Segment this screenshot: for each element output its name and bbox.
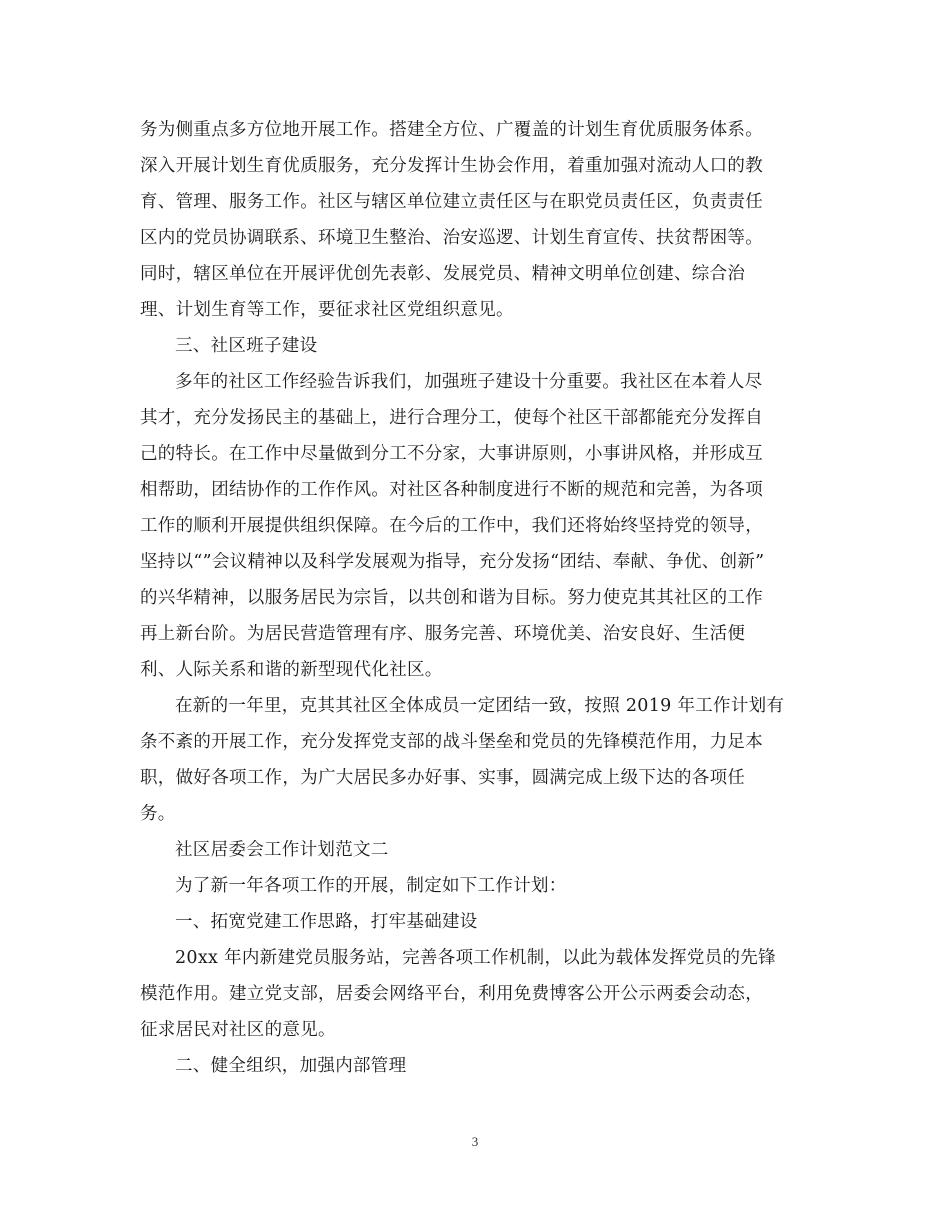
text-line: 三、社区班子建设 bbox=[175, 336, 318, 356]
text-line: 工作的顺利开展提供组织保障。在今后的工作中，我们还将始终坚持党的领导， bbox=[140, 516, 763, 536]
text-line: 其才，充分发扬民主的基础上，进行合理分工，使每个社区干部都能充分发挥自 bbox=[140, 408, 763, 428]
text-line: 多年的社区工作经验告诉我们，加强班子建设十分重要。我社区在本着人尽 bbox=[175, 372, 763, 392]
text-line: 同时，辖区单位在开展评优创先表彰、发展党员、精神文明单位创建、综合治 bbox=[140, 264, 746, 284]
text-line: 二、健全组织，加强内部管理 bbox=[175, 1056, 407, 1076]
text-line: 职，做好各项工作，为广大居民多办好事、实事，圆满完成上级下达的各项任 bbox=[140, 768, 746, 788]
text-line: 20xx 年内新建党员服务站，完善各项工作机制，以此为载体发挥党员的先锋 bbox=[175, 948, 776, 968]
text-line: 利、人际关系和谐的新型现代化社区。 bbox=[140, 660, 443, 680]
text-line: 深入开展计划生育优质服务，充分发挥计生协会作用，着重加强对流动人口的教 bbox=[140, 156, 763, 176]
text-line: 征求居民对社区的意见。 bbox=[140, 1020, 336, 1040]
text-line: 坚持以“”会议精神以及科学发展观为指导，充分发扬“团结、奉献、争优、创新” bbox=[140, 552, 765, 572]
text-line: 相帮助，团结协作的工作作风。对社区各种制度进行不断的规范和完善，为各项 bbox=[140, 480, 763, 500]
text-line: 为了新一年各项工作的开展，制定如下工作计划： bbox=[175, 876, 567, 896]
text-line: 的兴华精神，以服务居民为宗旨，以共创和谐为目标。努力使克其其社区的工作 bbox=[140, 588, 763, 608]
text-line: 务为侧重点多方位地开展工作。搭建全方位、广覆盖的计划生育优质服务体系。 bbox=[140, 120, 763, 140]
text-line: 己的特长。在工作中尽量做到分工不分家，大事讲原则，小事讲风格，并形成互 bbox=[140, 444, 763, 464]
text-line: 一、拓宽党建工作思路，打牢基础建设 bbox=[175, 912, 478, 932]
text-line: 理、计划生育等工作，要征求社区党组织意见。 bbox=[140, 300, 514, 320]
text-line: 育、管理、服务工作。社区与辖区单位建立责任区与在职党员责任区，负责责任 bbox=[140, 192, 763, 212]
text-line: 务。 bbox=[140, 804, 176, 824]
text-line: 区内的党员协调联系、环境卫生整治、治安巡逻、计划生育宣传、扶贫帮困等。 bbox=[140, 228, 763, 248]
text-line: 条不紊的开展工作，充分发挥党支部的战斗堡垒和党员的先锋模范作用，力足本 bbox=[140, 732, 763, 752]
text-line: 在新的一年里，克其其社区全体成员一定团结一致，按照 2019 年工作计划有 bbox=[175, 696, 785, 716]
text-line: 社区居委会工作计划范文二 bbox=[175, 840, 389, 860]
text-line: 模范作用。建立党支部，居委会网络平台，利用免费博客公开公示两委会动态， bbox=[140, 984, 763, 1004]
document-body bbox=[140, 112, 812, 1084]
page-number: 3 bbox=[471, 1134, 479, 1149]
text-line: 再上新台阶。为居民营造管理有序、服务完善、环境优美、治安良好、生活便 bbox=[140, 624, 746, 644]
